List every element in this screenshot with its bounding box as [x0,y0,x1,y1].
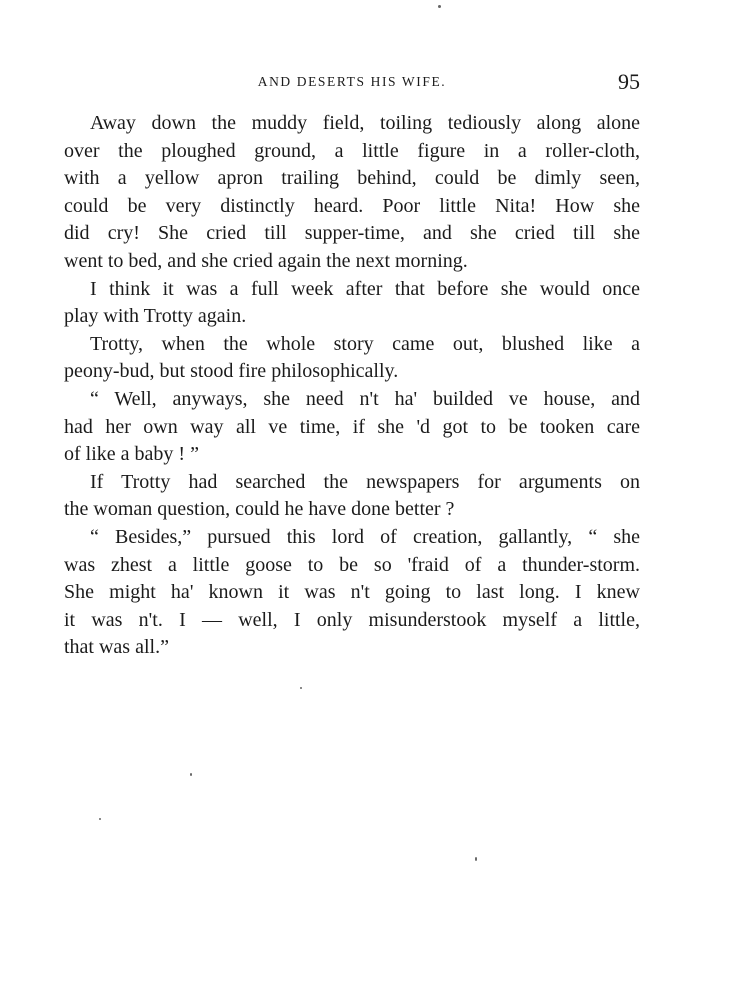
paragraph [64,386,640,469]
text-line: She might ha' known it was n't going to last long. I knew [64,581,640,604]
text-line: of like a baby ! ” [64,443,199,466]
print-speck [438,5,441,8]
text-line: peony-bud, but stood fire philosophically. [64,360,399,383]
paragraph [64,524,640,662]
text-line: went to bed, and she cried again the next morning. [64,249,468,272]
text-line: was zhest a little goose to be so 'fraid of a thunder-storm. [64,553,640,576]
print-speck [475,857,477,861]
text-body [64,110,640,662]
text-line: Away down the muddy field, toiling tediously along alone [90,112,640,134]
text-line: over the ploughed ground, a little figure in a roller-cloth, [64,139,640,162]
running-head [64,70,640,94]
text-line: I think it was a full week after that before she would once [90,277,640,300]
text-line: with a yellow apron trailing behind, could be dimly seen, [64,167,640,190]
text-line: Trotty, when the whole story came out, blushed like a [90,332,640,355]
running-title: AND DESERTS HIS WIFE. [257,74,447,89]
text-line: play with Trotty again. [64,305,247,328]
text-line: that was all.” [64,636,169,659]
text-line: the woman question, could he have done better ? [64,498,455,521]
page-number: 95 [618,69,640,94]
text-line: could be very distinctly heard. Poor little Nita! How she [64,194,640,217]
text-line: had her own way all ve time, if she 'd got to be tooken care [64,415,640,438]
print-speck [99,818,101,820]
print-speck [190,773,192,776]
text-line: “ Besides,” pursued this lord of creation, gallantly, “ she [90,525,640,548]
paragraph [64,469,640,524]
text-line: did cry! She cried till supper-time, and she cried till she [64,222,640,245]
paragraph [64,110,640,276]
text-line: “ Well, anyways, she need n't ha' builded ve house, and [90,387,640,410]
paragraph [64,276,640,331]
text-line: If Trotty had searched the newspapers for arguments on [90,470,640,493]
print-speck [300,687,302,689]
paragraph [64,331,640,386]
text-line: it was n't. I — well, I only misunderstook myself a little, [64,608,640,631]
